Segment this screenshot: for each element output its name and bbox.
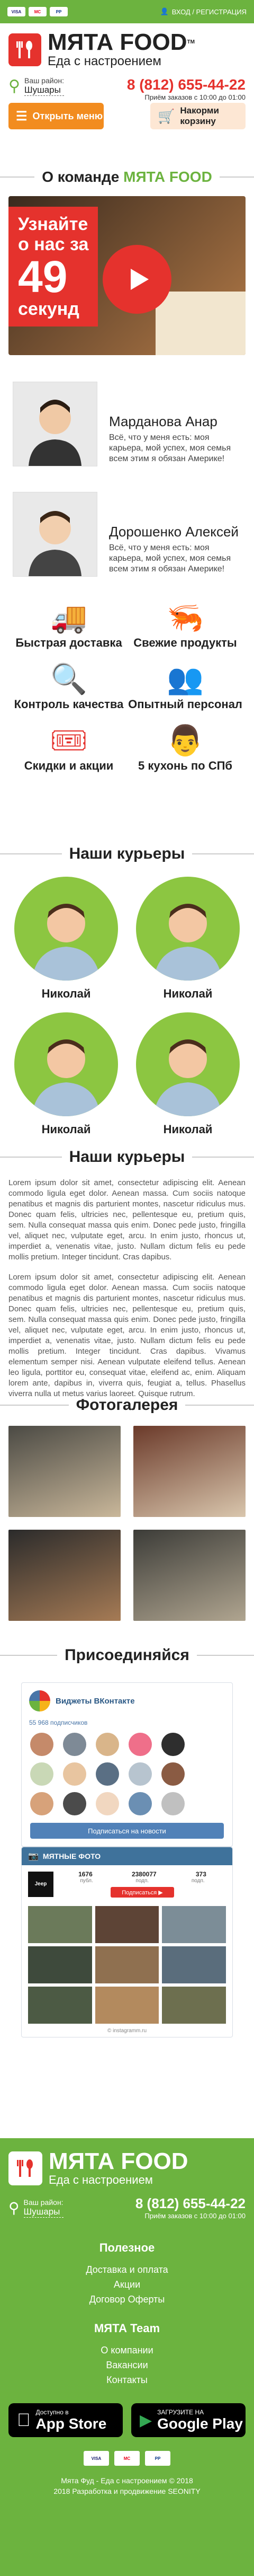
sushi-image	[156, 292, 246, 355]
member-name: Дорошенко Алексей	[109, 524, 239, 540]
google-play-button[interactable]: ▶ ЗАГРУЗИТЕ НА Google Play	[131, 2403, 246, 2437]
play-store-icon: ▶	[140, 2411, 152, 2429]
text-section	[0, 1178, 254, 1399]
ig-header: 📷 МЯТНЫЕ ФОТО	[22, 1847, 232, 1865]
couriers-grid	[0, 877, 254, 1136]
footer-team-title: МЯТА Team	[94, 2322, 160, 2335]
ig-photo-grid	[22, 1903, 232, 2028]
footer: МЯТА FOOD Еда с настроением ⚲ Ваш район: Шушары 8 (812) 655-44-22 Приём заказов с 10:00 до 01:00 Полезное Доставка и оплата Акции Договор Оферты МЯТА Team О компании Вакансии Контакты Доступно в App Store ▶ ЗАГРУЗИТЕ НА Google Play VISA MC PP Мята Фуд - Еда с настроением © 2018 2018 Разработка и продвижение SEONITY	[0, 2138, 254, 2576]
feature-fresh-products: 🦐 Свежие продукты	[127, 599, 243, 650]
footer-link[interactable]: Вакансии	[106, 2360, 148, 2370]
vk-member-avatar[interactable]	[129, 1762, 152, 1786]
instagram-icon: 📷	[28, 1852, 39, 1861]
gallery-title: Фотогалерея	[0, 1396, 254, 1414]
couriers-title: Наши курьеры	[0, 845, 254, 863]
logo[interactable]	[8, 31, 246, 69]
footer-payment-cards	[0, 2451, 254, 2466]
ig-photo[interactable]	[162, 1987, 226, 2024]
courier-photo	[14, 877, 118, 981]
footer-link[interactable]: Акции	[113, 2279, 141, 2290]
vk-member-avatar[interactable]	[63, 1762, 86, 1786]
phone-number[interactable]: 8 (812) 655-44-22	[126, 76, 246, 93]
map-pin-icon: ⚲	[8, 2199, 20, 2216]
footer-logo[interactable]: МЯТА FOOD Еда с настроением	[0, 2138, 254, 2187]
footer-link[interactable]: О компании	[101, 2345, 153, 2356]
member-name: Мардановa Анар	[109, 413, 217, 429]
vk-member-avatar[interactable]	[96, 1792, 119, 1815]
footer-useful-links	[0, 2262, 254, 2307]
shrimp-icon: 🦐	[167, 601, 204, 634]
team-icon: 👥	[167, 662, 204, 695]
avatar	[13, 492, 97, 577]
member-desc: Всё, что у меня есть: моя карьера, мой успех, моя семья всем этим я обязан Америке!	[109, 543, 231, 574]
copyright: Мята Фуд - Еда с настроением © 2018	[61, 2476, 193, 2485]
vk-member-avatar[interactable]	[161, 1792, 185, 1815]
text-section-title: Наши курьеры	[0, 1148, 254, 1166]
brand-name: МЯТА FOOD™	[48, 29, 195, 55]
text-paragraph: Lorem ipsum dolor sit amet, consectetur adipiscing elit. Aenean commodo ligula eget dolor. Aenean massa. Cum sociis natoque penatibus et magnis dis parturient montes, nascetur ridiculus mus. Donec quam felis, ultricies nec, pellentesque eu, pretium quis, sem. Nulla consequat massa quis enim. Donec pede justo, fringilla vel, aliquet nec, vulputate eget, arcu. In enim justo, rhoncus ut, imperdiet a, venenatis vitae, justo. Nullam dictum felis eu pede mollis pretium. Integer tincidunt. Cras dapibus. Vivamus elementum semper nisi. Aenean vulputate eleifend tellus. Aenean leo ligula, porttitor eu, consequat vitae, eleifend ac, enim. Aliquam lorem ante, dapibus in, viverra quis, feugiat a, tellus. Phasellus viverra nulla ut metus varius laoreet. Quisque rutrum.	[8, 1273, 246, 1398]
ig-photo[interactable]	[28, 1987, 92, 2024]
instagram-widget	[0, 1847, 254, 2037]
courier-card: Николай	[127, 1012, 249, 1136]
footer-link[interactable]: Доставка и оплата	[86, 2264, 168, 2275]
ig-photo[interactable]	[162, 1946, 226, 1983]
order-hours: Приём заказов с 10:00 до 01:00	[144, 93, 246, 101]
top-bar	[0, 0, 254, 23]
feature-fast-delivery: 🚚 Быстрая доставка	[11, 599, 127, 650]
mastercard-icon: MC	[114, 2451, 140, 2466]
avatar	[13, 382, 97, 466]
paypal-icon: PP	[50, 7, 68, 16]
region-selector[interactable]: ⚲ Ваш район: Шушары	[8, 76, 65, 95]
play-icon[interactable]	[103, 245, 171, 314]
developer-credit: 2018 Разработка и продвижение SEONITY	[53, 2487, 201, 2495]
ig-photo[interactable]	[162, 1906, 226, 1943]
footer-link[interactable]: Контакты	[106, 2375, 148, 2385]
vk-member-avatar[interactable]	[63, 1733, 86, 1756]
vk-subscribe-button[interactable]: Подписаться на новости	[30, 1823, 224, 1839]
gallery-photo[interactable]	[8, 1530, 121, 1621]
ig-photo[interactable]	[28, 1906, 92, 1943]
open-menu-button[interactable]: ☰ Открыть меню	[8, 103, 104, 129]
apple-icon	[17, 2410, 31, 2431]
member-desc: Всё, что у меня есть: моя карьера, мой успех, моя семья всем этим я обязан Америке!	[109, 433, 231, 463]
footer-phone[interactable]: 8 (812) 655-44-22	[135, 2195, 246, 2211]
vk-widget-logo	[29, 1690, 50, 1712]
vk-member-avatar[interactable]	[96, 1733, 119, 1756]
magnifier-icon: 🔍	[50, 662, 87, 695]
courier-photo	[136, 877, 240, 981]
visa-icon: VISA	[7, 7, 25, 16]
team-member	[0, 382, 254, 481]
feature-staff: 👥 Опытный персонал	[127, 660, 243, 711]
team-member	[0, 492, 254, 592]
ig-avatar: Jeep	[28, 1872, 53, 1897]
about-title: О команде МЯТА FOOD	[0, 169, 254, 186]
coupon-icon: 🎟	[50, 724, 88, 757]
gallery-photo[interactable]	[133, 1530, 246, 1621]
hamburger-icon: ☰	[16, 109, 28, 123]
footer-link[interactable]: Договор Оферты	[89, 2294, 165, 2305]
vk-header: Виджеты ВКонтакте	[22, 1683, 232, 1719]
ig-profile: Jeep 1676 2380077 373 публ. подп. подп. Подписаться ▶	[22, 1865, 232, 1903]
footer-team-links	[0, 2343, 254, 2387]
ig-footer: © instagramm.ru	[107, 2028, 147, 2034]
team-list	[0, 382, 254, 592]
courier-photo	[14, 1012, 118, 1116]
gallery-photo[interactable]	[133, 1426, 246, 1517]
photo-gallery	[0, 1426, 254, 1621]
about-video[interactable]	[8, 196, 246, 355]
text-paragraph: Lorem ipsum dolor sit amet, consectetur adipiscing elit. Aenean commodo ligula eget dolor. Aenean massa. Cum sociis natoque penatibus et magnis dis parturient montes, nascetur ridiculus mus. Donec quam felis, ultricies nec, pellentesque eu, pretium quis, sem. Nulla consequat massa quis enim. Donec pede justo, fringilla vel, aliquet nec, vulputate eget, arcu. In enim justo, rhoncus ut, imperdiet a, venenatis vitae, justo. Nullam dictum felis eu pede mollis pretium. Integer tincidunt. Cras dapibus.	[8, 1178, 246, 1261]
cart-button[interactable]: 🛒 Накорми корзину	[150, 103, 246, 129]
vk-member-avatar[interactable]	[30, 1733, 53, 1756]
login-link[interactable]: 👤 ВХОД / РЕГИСТРАЦИЯ	[160, 7, 247, 16]
paypal-icon: PP	[145, 2451, 170, 2466]
vk-member-avatar[interactable]	[30, 1762, 53, 1786]
mastercard-icon: MC	[29, 7, 47, 16]
courier-photo	[136, 1012, 240, 1116]
vk-member-avatar[interactable]	[96, 1762, 119, 1786]
vk-member-avatar[interactable]	[129, 1733, 152, 1756]
video-caption: Узнайте о нас за 49 секунд	[8, 207, 98, 327]
ig-photo[interactable]	[95, 1987, 159, 2024]
footer-region[interactable]: ⚲ Ваш район: Шушары	[8, 2198, 64, 2217]
courier-card: Николай	[127, 877, 249, 1001]
ig-subscribe-button[interactable]: Подписаться ▶	[111, 1887, 174, 1898]
feature-quality-control: 🔍 Контроль качества	[11, 660, 127, 711]
vk-member-avatar[interactable]	[129, 1792, 152, 1815]
vk-subscribers: 55 968 подписчиков	[29, 1719, 88, 1726]
cutlery-icon	[8, 2151, 42, 2185]
cutlery-icon	[8, 33, 41, 66]
join-title: Присоединяйся	[0, 1646, 254, 1664]
cart-icon: 🛒	[158, 108, 175, 124]
visa-icon: VISA	[84, 2451, 109, 2466]
vk-member-avatar[interactable]	[161, 1733, 185, 1756]
phone-block	[127, 76, 246, 101]
feature-kitchens: 👨 5 кухонь по СПб	[127, 722, 243, 773]
payment-cards	[7, 7, 68, 16]
app-store-button[interactable]: Доступно в App Store	[8, 2403, 123, 2437]
map-pin-icon: ⚲	[8, 77, 20, 95]
ig-photo[interactable]	[95, 1946, 159, 1983]
truck-icon: 🚚	[50, 601, 87, 634]
gallery-photo[interactable]	[8, 1426, 121, 1517]
feature-discounts: 🎟 Скидки и акции	[11, 722, 127, 773]
vk-widget	[0, 1682, 254, 1847]
footer-useful-title: Полезное	[99, 2241, 155, 2254]
user-icon: 👤	[160, 7, 169, 15]
vk-member-avatar[interactable]	[63, 1792, 86, 1815]
ig-photo[interactable]	[28, 1946, 92, 1983]
ig-photo[interactable]	[95, 1906, 159, 1943]
courier-card: Николай	[5, 1012, 127, 1136]
features-grid	[0, 599, 254, 773]
vk-member-avatar[interactable]	[30, 1792, 53, 1815]
courier-card: Николай	[5, 877, 127, 1001]
vk-member-avatar[interactable]	[161, 1762, 185, 1786]
brand-tagline: Еда с настроением	[48, 54, 161, 68]
chef-icon: 👨	[167, 724, 204, 757]
